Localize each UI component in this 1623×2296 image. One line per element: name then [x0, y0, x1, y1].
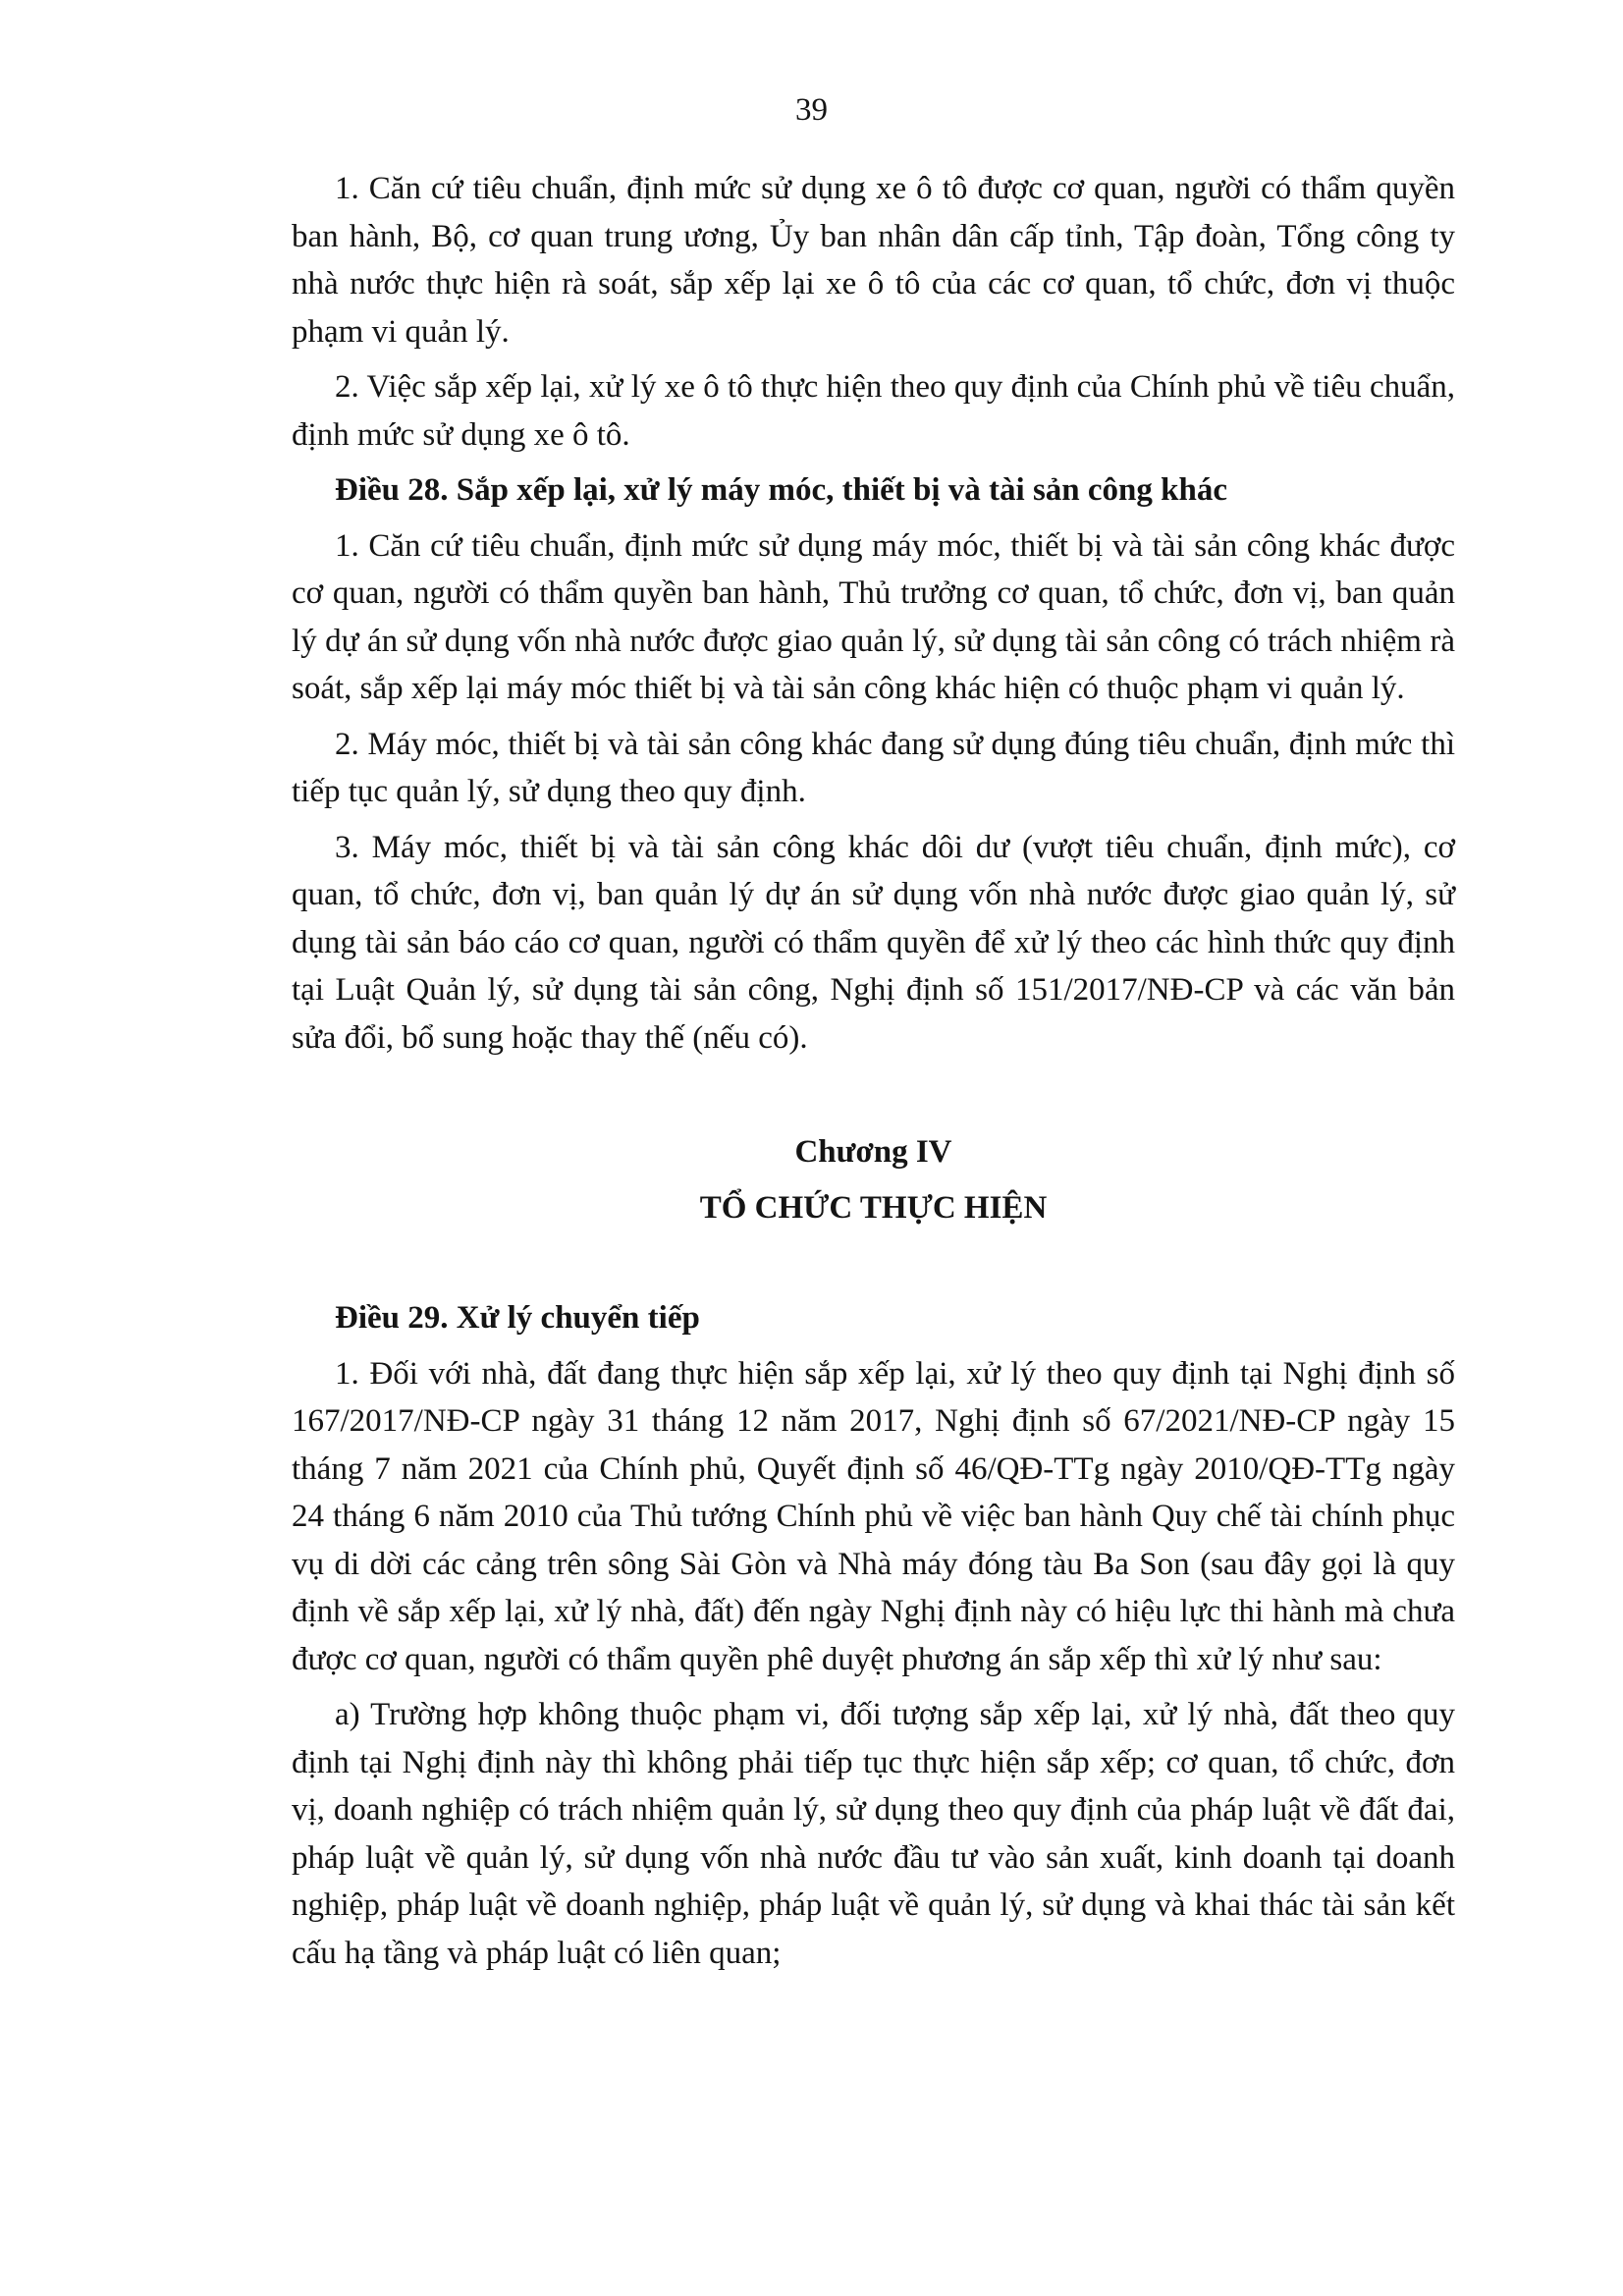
clause-28-1: 1. Căn cứ tiêu chuẩn, định mức sử dụng máy móc, thiết bị và tài sản công khác được cơ quan, người có thẩm quyền ban hành, Thủ trưởng cơ quan, tổ chức, đơn vị, ban quản lý dự án sử dụng vốn nhà nước được giao quản lý, sử dụng tài sản công có trách nhiệm rà soát, sắp xếp lại máy móc thiết bị và tài sản công khác hiện có thuộc phạm vi quản lý.: [292, 527, 1455, 706]
clause-28-2: 2. Máy móc, thiết bị và tài sản công khác đang sử dụng đúng tiêu chuẩn, định mức thì tiếp tục quản lý, sử dụng theo quy định.: [292, 726, 1455, 809]
clause-27-2: 2. Việc sắp xếp lại, xử lý xe ô tô thực hiện theo quy định của Chính phủ về tiêu chuẩn, định mức sử dụng xe ô tô.: [292, 369, 1455, 453]
document-body: [292, 165, 1455, 1985]
article-29-heading: Điều 29. Xử lý chuyển tiếp: [335, 1300, 700, 1336]
page-number: 39: [795, 92, 828, 128]
chapter-label: Chương IV: [794, 1134, 952, 1170]
clause-29-1-a: a) Trường hợp không thuộc phạm vi, đối tượng sắp xếp lại, xử lý nhà, đất theo quy định tại Nghị định này thì không phải tiếp tục thực hiện sắp xếp; cơ quan, tổ chức, đơn vị, doanh nghiệp có trách nhiệm quản lý, sử dụng theo quy định của pháp luật về đất đai, pháp luật về quản lý, sử dụng vốn nhà nước đầu tư vào sản xuất, kinh doanh tại doanh nghiệp, pháp luật về doanh nghiệp, pháp luật về quản lý, sử dụng và khai thác tài sản kết cấu hạ tầng và pháp luật có liên quan;: [292, 1697, 1455, 1971]
clause-28-3: 3. Máy móc, thiết bị và tài sản công khác dôi dư (vượt tiêu chuẩn, định mức), cơ quan, tổ chức, đơn vị, ban quản lý dự án sử dụng vốn nhà nước được giao quản lý, sử dụng tài sản báo cáo cơ quan, người có thẩm quyền để xử lý theo các hình thức quy định tại Luật Quản lý, sử dụng tài sản công, Nghị định số 151/2017/NĐ-CP và các văn bản sửa đổi, bổ sung hoặc thay thế (nếu có).: [292, 829, 1455, 1056]
chapter-title: TỔ CHỨC THỰC HIỆN: [699, 1189, 1048, 1226]
clause-27-1: 1. Căn cứ tiêu chuẩn, định mức sử dụng xe ô tô được cơ quan, người có thẩm quyền ban hành, Bộ, cơ quan trung ương, Ủy ban nhân dân cấp tỉnh, Tập đoàn, Tổng công ty nhà nước thực hiện rà soát, sắp xếp lại xe ô tô của các cơ quan, tổ chức, đơn vị thuộc phạm vi quản lý.: [292, 171, 1455, 350]
article-28-heading: Điều 28. Sắp xếp lại, xử lý máy móc, thiết bị và tài sản công khác: [335, 472, 1228, 508]
clause-29-1: 1. Đối với nhà, đất đang thực hiện sắp xếp lại, xử lý theo quy định tại Nghị định số 167/2017/NĐ-CP ngày 31 tháng 12 năm 2017, Nghị định số 67/2021/NĐ-CP ngày 15 tháng 7 năm 2021 của Chính phủ, Quyết định số 46/QĐ-TTg ngày 2010/QĐ-TTg ngày 24 tháng 6 năm 2010 của Thủ tướng Chính phủ về việc ban hành Quy chế tài chính phục vụ di dời các cảng trên sông Sài Gòn và Nhà máy đóng tàu Ba Son (sau đây gọi là quy định về sắp xếp lại, xử lý nhà, đất) đến ngày Nghị định này có hiệu lực thi hành mà chưa được cơ quan, người có thẩm quyền phê duyệt phương án sắp xếp thì xử lý như sau:: [292, 1355, 1455, 1677]
